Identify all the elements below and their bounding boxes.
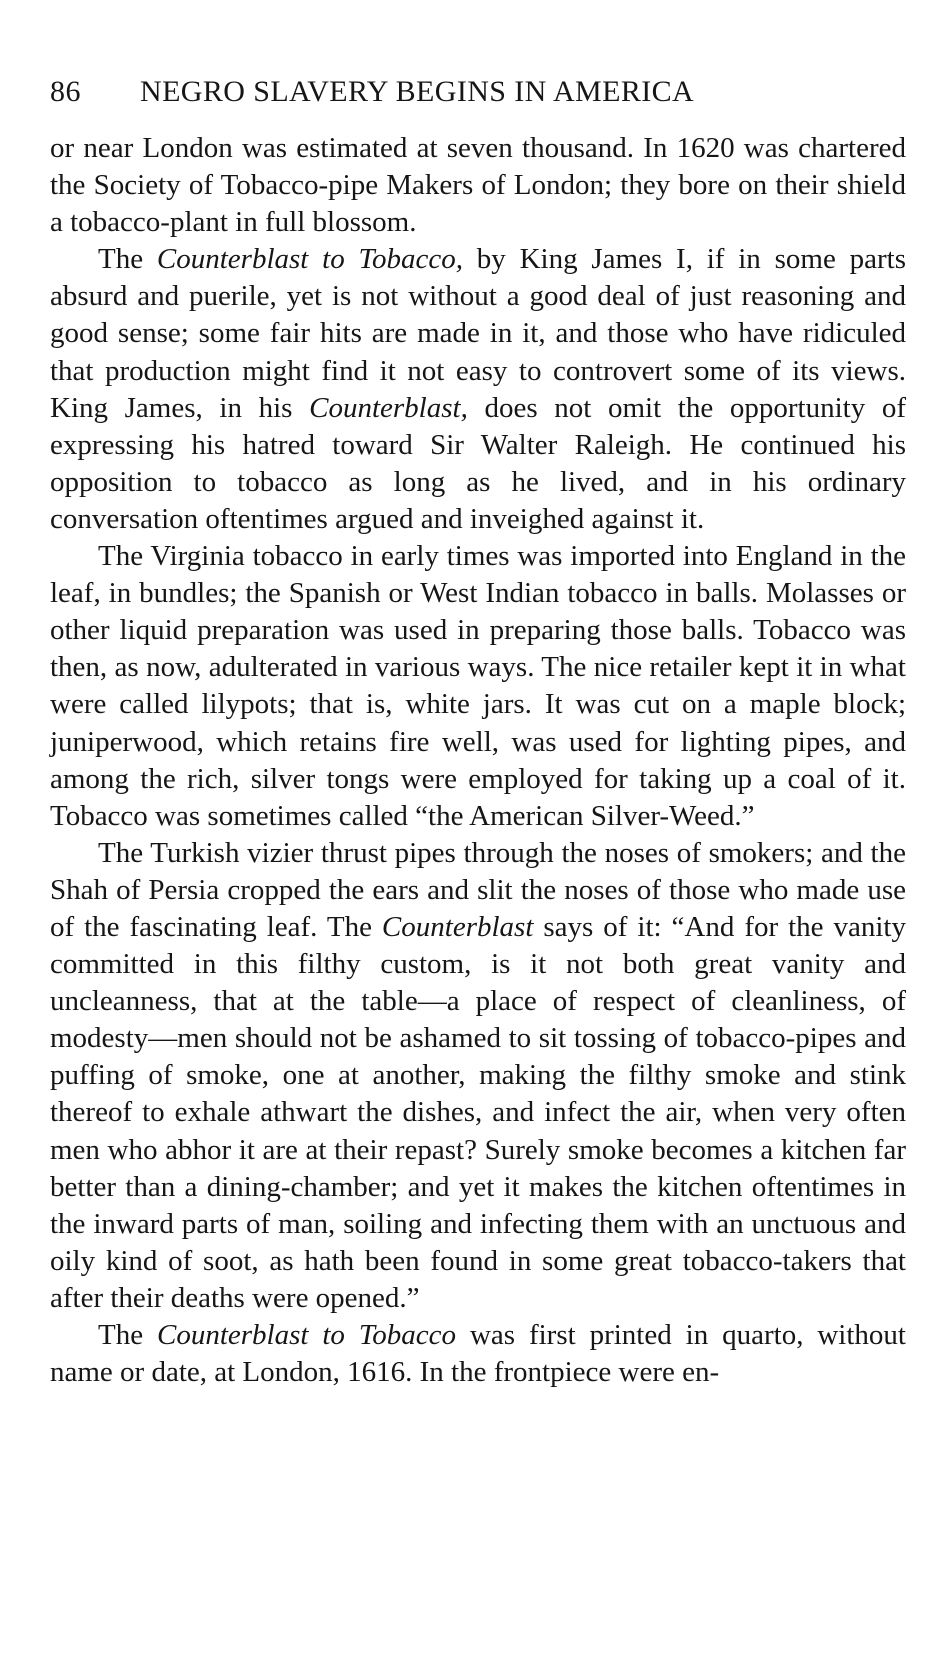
- book-title: Counterblast to Tobacco: [157, 1319, 457, 1351]
- paragraph-text: was first printed in quarto, without name or date, at London, 1616. In the frontpiece were en-: [50, 1319, 906, 1389]
- paragraph-text: does not omit the opportunity of expressing his hatred toward Sir Walter Raleigh. He continued his opposition to tobacco as long as he lived, and in his ordinary conversation oftentimes argued and inveighed against it.: [50, 391, 906, 535]
- body-text: [50, 130, 906, 1391]
- paragraph: [50, 538, 906, 835]
- page-header: [50, 74, 906, 110]
- paragraph: [50, 130, 906, 241]
- paragraph: [50, 1317, 906, 1391]
- book-title: Counterblast,: [309, 391, 468, 424]
- paragraph-text: The: [98, 1319, 157, 1351]
- book-title: Counterblast to Tobacco,: [156, 243, 463, 276]
- page-number: 86: [50, 75, 81, 108]
- paragraph-text: The: [98, 243, 157, 276]
- running-head: NEGRO SLAVERY BEGINS IN AMERICA: [140, 75, 695, 108]
- paragraph: [50, 241, 906, 538]
- paragraph-text: by King James I, if in some parts absurd and puerile, yet is not without a good deal of just reasoning and good sense; some fair hits are made in it, and those who have ridiculed that production might find it not easy to controvert some of its views. King James, in his: [50, 243, 906, 424]
- paragraph-text: says of it: “And for the vanity committed in this filthy custom, is it not both great vanity and uncleanness, that at the table—a place of respect of cleanliness, of modesty—men should not be ashamed to sit tossing of tobacco-pipes and puffing of smoke, one at another, making the filthy smoke and stink thereof to exhale athwart the dishes, and infect the air, when very often men who abhor it are at their repast? Surely smoke becomes a kitchen far better than a dining-chamber; and yet it makes the kitchen oftentimes in the inward parts of man, soiling and infecting them with an unctuous and oily kind of soot, as hath been found in some great tobacco-takers that after their deaths were opened.”: [50, 910, 906, 1314]
- book-title: Counterblast: [381, 910, 534, 943]
- paragraph: [50, 835, 906, 1317]
- paragraph-text: or near London was estimated at seven thousand. In 1620 was chartered the Society of Tobacco-pipe Makers of London; they bore on their shield a tobacco-plant in full blossom.: [50, 132, 906, 239]
- paragraph-text: The Turkish vizier thrust pipes through the noses of smokers; and the Shah of Persia cropped the ears and slit the noses of those who made use of the fascinating leaf. The: [50, 836, 906, 943]
- paragraph-text: The Virginia tobacco in early times was imported into England in the leaf, in bundles; the Spanish or West Indian tobacco in balls. Molasses or other liquid preparation was used in preparing those balls. Tobacco was then, as now, adulterated in various ways. The nice retailer kept it in what were called lilypots; that is, white jars. It was cut on a maple block; juniperwood, which retains fire well, was used for lighting pipes, and among the rich, silver tongs were employed for taking up a coal of it. Tobacco was sometimes called “the American Silver-Weed.”: [50, 540, 906, 832]
